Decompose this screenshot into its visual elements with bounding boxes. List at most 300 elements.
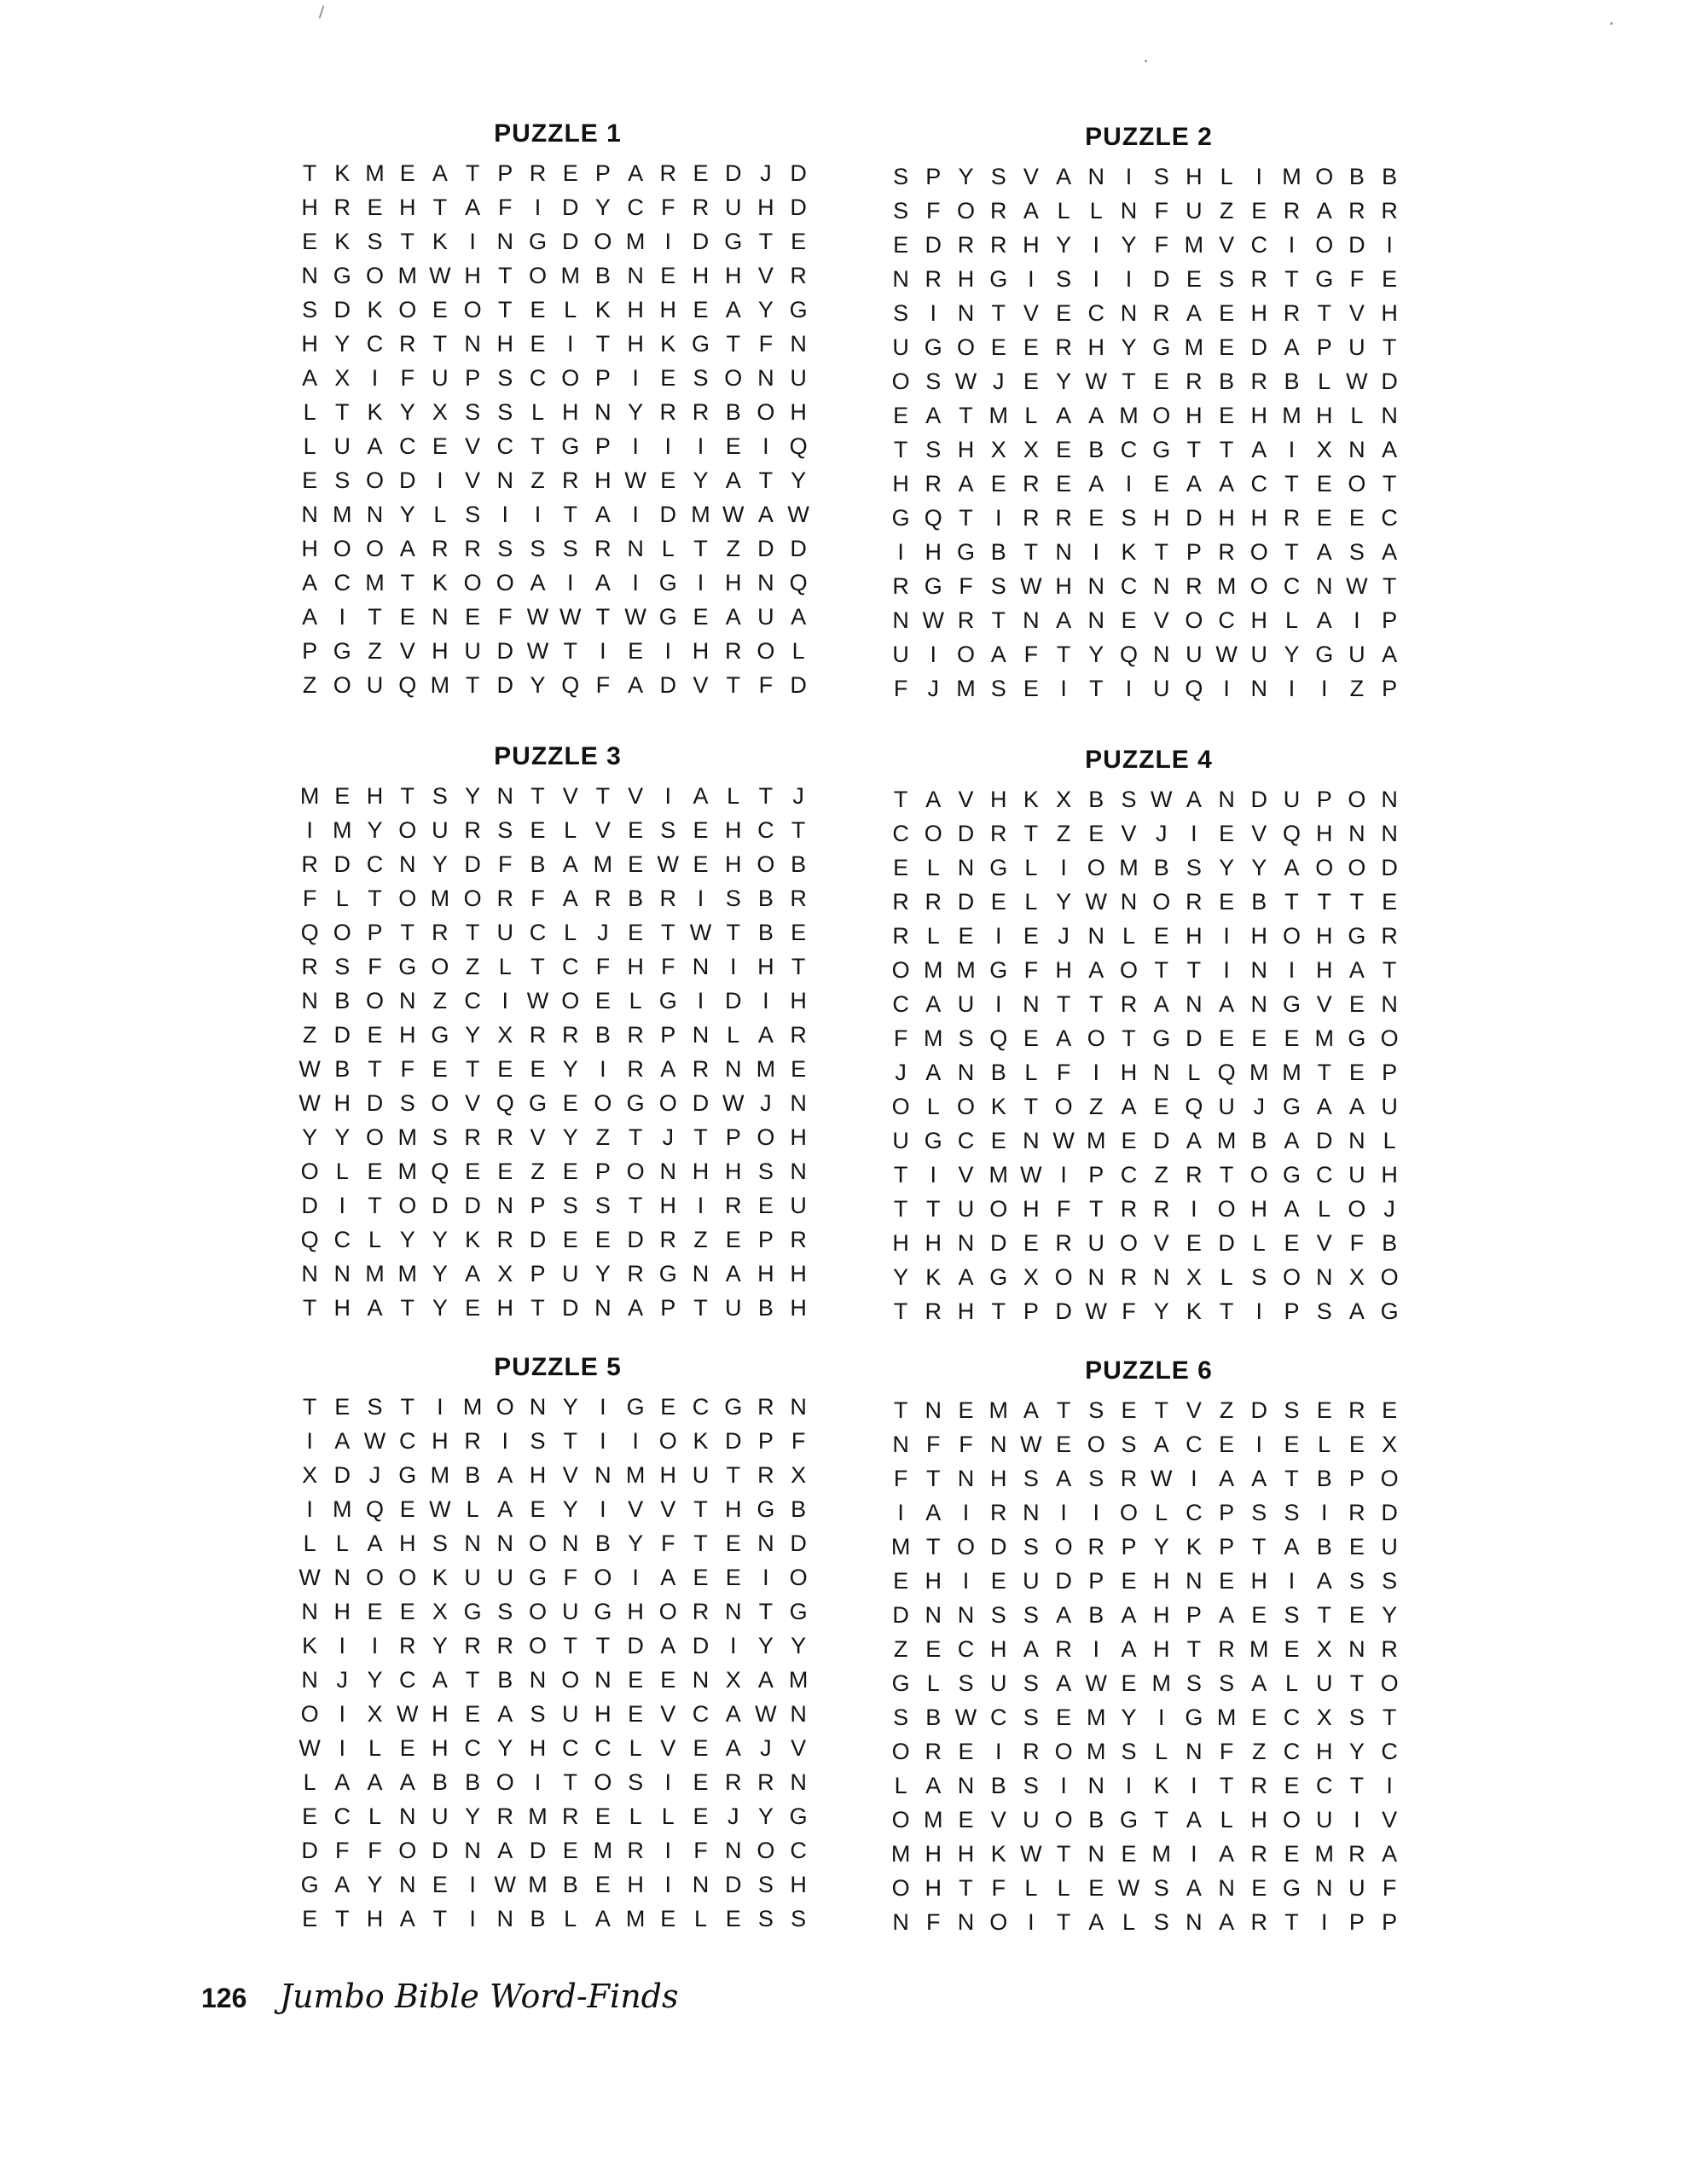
grid-letter: I [339,604,346,630]
grid-letter: N [1250,957,1268,983]
grid-letter: G [691,331,710,357]
grid-letter: V [1382,1807,1398,1833]
grid-letter: N [1348,437,1365,462]
grid-letter: O [1054,1534,1073,1560]
grid-letter: O [398,297,417,322]
grid-letter: G [1348,1025,1366,1051]
grid-letter: B [594,1022,611,1048]
grid-letter: H [790,1295,807,1321]
grid-letter: U [1283,787,1301,812]
grid-letter: E [399,1599,415,1624]
grid-letter: A [1219,1841,1235,1867]
grid-letter: H [989,1466,1007,1491]
grid-letter: D [333,1462,351,1488]
grid-letter: T [693,1496,708,1522]
grid-letter: I [994,923,1002,949]
grid-letter: M [430,886,450,911]
grid-letter: E [1186,266,1202,292]
grid-letter: I [1060,676,1067,701]
grid-letter: N [594,1295,612,1321]
grid-letter: O [431,954,449,979]
grid-letter: V [465,1090,481,1116]
grid-letter: Q [989,1025,1008,1051]
grid-letter: T [991,607,1006,633]
grid-letter: H [957,437,975,462]
grid-letter: M [593,851,613,877]
letter-grid [884,160,1413,706]
grid-letter: A [1316,607,1332,633]
grid-letter: I [1354,607,1360,633]
grid-letter: T [758,468,774,493]
grid-letter: N [366,502,384,527]
grid-letter: N [1250,991,1268,1017]
grid-letter: M [1282,164,1301,189]
grid-letter: S [893,164,909,189]
grid-letter: E [302,229,318,254]
grid-letter: C [333,1227,351,1252]
grid-letter: E [693,1565,709,1590]
grid-letter: C [989,1705,1007,1730]
grid-letter: M [625,1906,646,1931]
grid-letter: J [1058,923,1070,949]
grid-letter: N [790,1769,807,1795]
grid-letter: K [925,1264,942,1290]
grid-letter: L [564,920,577,945]
grid-letter: E [958,1397,974,1423]
grid-letter: V [562,783,578,809]
grid-letter: C [1315,1773,1333,1798]
grid-letter: I [697,988,704,1014]
grid-letter: R [561,468,579,493]
grid-letter: E [465,604,481,630]
grid-letter: E [302,1804,318,1829]
grid-letter: V [1023,164,1039,189]
grid-letter: T [1349,1670,1365,1696]
grid-letter: R [757,1462,774,1488]
grid-letter: B [925,1705,942,1730]
grid-letter: A [1056,607,1072,633]
grid-letter: N [1315,573,1333,599]
grid-letter: M [988,1162,1008,1188]
grid-letter: R [1023,471,1040,497]
grid-letter: F [893,1025,908,1051]
grid-letter: A [1284,1128,1300,1153]
grid-letter: L [564,1906,577,1931]
grid-letter: R [529,1022,547,1048]
grid-letter: X [302,1462,318,1488]
grid-letter: T [1382,573,1397,599]
grid-letter: W [1117,1875,1140,1901]
grid-letter: I [664,638,672,664]
grid-letter: S [1121,787,1137,812]
grid-letter: T [563,1769,577,1795]
grid-letter: D [1348,232,1365,258]
grid-letter: W [429,263,451,288]
grid-letter: O [365,1124,385,1150]
grid-letter: Y [893,1264,909,1290]
grid-letter: E [399,604,415,630]
grid-letter: I [762,433,769,459]
grid-letter: H [1315,821,1333,846]
grid-letter: L [1057,1875,1070,1901]
grid-letter: N [692,1872,710,1897]
grid-letter: A [1056,1025,1072,1051]
grid-letter: O [1152,403,1171,428]
grid-letter: O [365,468,385,493]
grid-letter: N [957,855,975,880]
grid-letter: V [958,1162,974,1188]
grid-letter: G [1348,923,1366,949]
grid-letter: M [528,1804,548,1829]
grid-letter: A [1121,1602,1137,1628]
grid-letter: W [363,1428,386,1454]
grid-letter: W [1020,1162,1042,1188]
grid-letter: B [432,1769,448,1795]
grid-letter: A [925,991,942,1017]
grid-letter: N [757,365,774,391]
grid-letter: I [664,783,672,809]
grid-letter: S [562,536,578,561]
grid-letter: T [1219,437,1234,462]
grid-letter: F [893,676,908,701]
grid-letter: Q [789,433,808,459]
grid-letter: F [1154,198,1168,224]
grid-letter: C [398,1667,416,1693]
grid-letter: V [693,672,709,698]
grid-letter: M [528,1872,548,1897]
grid-letter: F [400,1056,415,1082]
grid-letter: T [1154,1397,1168,1423]
grid-letter: S [990,573,1006,599]
grid-letter: N [398,1872,416,1897]
grid-letter: H [757,1261,774,1287]
grid-letter: E [1348,1602,1365,1628]
grid-letter: F [1349,266,1365,292]
grid-letter: U [1348,642,1365,667]
puzzle-title: PUZZLE 4 [1085,746,1213,774]
grid-letter: S [530,1701,546,1727]
grid-letter: S [925,437,942,462]
grid-letter: I [632,1565,639,1590]
grid-letter: B [1251,1128,1267,1153]
grid-letter: H [957,266,975,292]
grid-letter: H [464,263,481,288]
grid-letter: E [893,403,909,428]
grid-letter: I [339,1193,346,1218]
grid-letter: Y [1056,232,1072,258]
grid-letter: R [1186,573,1203,599]
grid-letter: O [1087,1025,1105,1051]
grid-letter: R [892,573,909,599]
grid-letter: Y [1251,855,1267,880]
grid-letter: T [530,1295,545,1321]
grid-letter: R [1283,198,1301,224]
grid-letter: J [760,1735,772,1761]
grid-letter: S [1284,1602,1300,1628]
grid-letter: P [530,1261,546,1287]
grid-letter: I [600,1428,606,1454]
grid-letter: E [465,1701,481,1727]
grid-letter: P [302,638,318,664]
grid-letter: O [1380,1025,1399,1051]
grid-letter: R [1152,1196,1170,1222]
grid-letter: E [1056,1705,1072,1730]
scan-mark-top [319,5,325,19]
grid-letter: T [1056,642,1071,667]
grid-letter: L [368,1735,382,1761]
grid-letter: D [561,229,579,254]
grid-letter: T [726,672,740,698]
grid-letter: N [398,988,416,1014]
grid-letter: H [957,1841,975,1867]
grid-letter: O [658,1599,677,1624]
grid-letter: H [724,263,742,288]
grid-letter: S [1023,1602,1039,1628]
grid-letter: R [496,1124,514,1150]
grid-letter: G [561,433,580,459]
grid-letter: F [926,1432,941,1457]
grid-letter: N [464,1838,481,1863]
grid-letter: Y [562,1496,578,1522]
grid-letter: E [367,1022,383,1048]
grid-letter: U [790,1193,807,1218]
grid-letter: K [990,1841,1006,1867]
grid-letter: E [990,334,1006,360]
grid-letter: T [693,1531,708,1556]
grid-letter: W [1085,889,1108,915]
grid-letter: E [693,851,709,877]
grid-letter: L [564,817,577,843]
grid-letter: S [1219,1670,1235,1696]
grid-letter: L [564,297,577,322]
grid-letter: U [1023,1568,1040,1594]
grid-letter: I [600,638,606,664]
grid-letter: A [757,502,774,527]
grid-letter: D [1250,334,1268,360]
grid-letter: D [757,536,774,561]
grid-letter: B [757,886,774,911]
grid-letter: A [1121,1094,1137,1119]
grid-letter: T [465,160,480,186]
grid-letter: A [497,1462,513,1488]
grid-letter: Y [1056,889,1072,915]
grid-letter: U [957,991,975,1017]
grid-letter: F [661,195,675,220]
grid-letter: E [693,1769,709,1795]
grid-letter: U [432,1804,449,1829]
grid-letter: I [1093,1500,1100,1525]
grid-letter: H [757,954,774,979]
grid-letter: E [1284,1025,1300,1051]
grid-letter: R [692,195,710,220]
grid-letter: R [496,886,514,911]
grid-letter: U [1186,198,1203,224]
grid-letter: H [1381,1162,1398,1188]
grid-letter: R [464,1633,481,1658]
grid-letter: O [989,1909,1008,1935]
grid-letter: O [1249,1162,1268,1188]
grid-letter: B [628,886,644,911]
grid-letter: U [561,1599,579,1624]
grid-letter: R [724,638,742,664]
grid-letter: S [1023,1466,1039,1491]
grid-letter: T [791,954,806,979]
grid-letter: L [661,536,675,561]
grid-letter: V [1121,821,1137,846]
grid-letter: O [528,1531,548,1556]
grid-letter: N [1381,403,1398,428]
grid-letter: M [1314,1025,1334,1051]
grid-letter: H [496,1295,514,1321]
grid-letter: O [594,1090,612,1116]
grid-letter: X [334,365,351,391]
grid-letter: L [1383,1128,1396,1153]
grid-letter: F [1349,1230,1365,1256]
grid-letter: O [757,399,775,425]
grid-letter: I [1028,266,1035,292]
grid-letter: C [1315,1162,1333,1188]
grid-letter: S [1348,1705,1365,1730]
grid-letter: K [334,160,351,186]
grid-letter: A [1121,1636,1137,1662]
grid-letter: B [594,1531,611,1556]
grid-letter: J [1253,1094,1266,1119]
grid-letter: N [1186,1568,1203,1594]
grid-letter: N [333,1261,351,1287]
grid-letter: D [989,1534,1007,1560]
grid-letter: T [302,1295,317,1321]
grid-letter: F [661,954,675,979]
grid-letter: A [562,851,578,877]
grid-letter: V [1023,300,1039,326]
grid-letter: E [1348,991,1365,1017]
grid-letter: F [302,886,317,911]
grid-letter: A [1219,471,1235,497]
grid-letter: T [1186,957,1202,983]
grid-letter: F [758,672,774,698]
grid-letter: R [692,1599,710,1624]
grid-letter: E [1284,1773,1300,1798]
grid-letter: P [530,1193,546,1218]
grid-letter: H [1250,403,1268,428]
grid-letter: B [497,1667,513,1693]
grid-letter: A [1186,1128,1202,1153]
grid-letter: I [501,1428,509,1454]
grid-letter: O [1087,855,1105,880]
grid-letter: L [1089,198,1103,224]
grid-letter: H [892,471,909,497]
grid-letter: O [300,1701,319,1727]
grid-letter: D [432,1838,449,1863]
grid-letter: D [561,195,579,220]
grid-letter: T [1349,889,1365,915]
grid-letter: O [431,1090,449,1116]
grid-letter: L [661,1804,675,1829]
grid-letter: I [1320,676,1328,701]
grid-letter: B [791,851,807,877]
grid-letter: A [1284,1534,1300,1560]
grid-letter: S [1088,1397,1104,1423]
grid-letter: T [991,300,1006,326]
grid-letter: S [1284,1397,1300,1423]
grid-letter: D [1250,787,1268,812]
grid-letter: V [660,1735,676,1761]
grid-letter: H [925,1568,942,1594]
grid-letter: I [1125,471,1133,497]
grid-letter: H [529,1462,547,1488]
grid-letter: I [664,1872,672,1897]
grid-letter: Q [1119,642,1139,667]
grid-letter: S [562,1193,578,1218]
grid-letter: K [693,1428,709,1454]
grid-letter: H [1152,1602,1170,1628]
grid-letter: V [465,433,481,459]
grid-letter: R [1250,266,1268,292]
grid-letter: N [1381,991,1398,1017]
grid-letter: A [660,1056,676,1082]
grid-letter: C [957,1636,975,1662]
grid-letter: A [628,160,644,186]
grid-letter: N [1348,1636,1365,1662]
grid-letter: T [893,1298,908,1324]
grid-letter: O [789,1565,808,1590]
grid-letter: V [1251,821,1267,846]
grid-letter: R [1218,539,1235,565]
grid-letter: K [1186,1534,1202,1560]
grid-letter: B [465,1769,481,1795]
grid-letter: R [1055,334,1072,360]
grid-letter: R [1381,923,1398,949]
grid-letter: J [992,369,1005,394]
grid-letter: R [496,1633,514,1658]
grid-letter: P [925,164,942,189]
grid-letter: R [1348,1841,1365,1867]
grid-letter: S [693,365,709,391]
grid-letter: D [333,297,351,322]
grid-letter: E [1088,505,1104,531]
grid-letter: M [430,1462,450,1488]
grid-letter: Q [924,505,942,531]
grid-letter: H [925,1841,942,1867]
grid-letter: M [365,1261,385,1287]
grid-letter: K [465,1227,481,1252]
grid-letter: I [762,1565,769,1590]
grid-letter: Y [1121,232,1137,258]
grid-letter: H [627,954,644,979]
grid-letter: T [302,1394,317,1420]
grid-letter: H [398,195,416,220]
grid-letter: O [365,988,385,1014]
grid-letter: F [1056,1196,1071,1222]
grid-letter: N [1023,1128,1040,1153]
grid-letter: N [957,1773,975,1798]
grid-letter: R [1250,1773,1268,1798]
grid-letter: P [1382,1060,1398,1085]
grid-letter: W [624,604,646,630]
grid-letter: A [1088,471,1104,497]
grid-letter: E [1056,437,1072,462]
grid-letter: M [625,1462,646,1488]
grid-letter: E [432,433,448,459]
grid-letter: E [628,1701,644,1727]
grid-letter: D [659,502,677,527]
grid-letter: C [1120,1162,1138,1188]
grid-letter: T [1219,1298,1234,1324]
grid-letter: F [498,851,513,877]
grid-letter: G [1185,1705,1203,1730]
grid-letter: C [464,1735,481,1761]
grid-letter: O [594,1769,612,1795]
